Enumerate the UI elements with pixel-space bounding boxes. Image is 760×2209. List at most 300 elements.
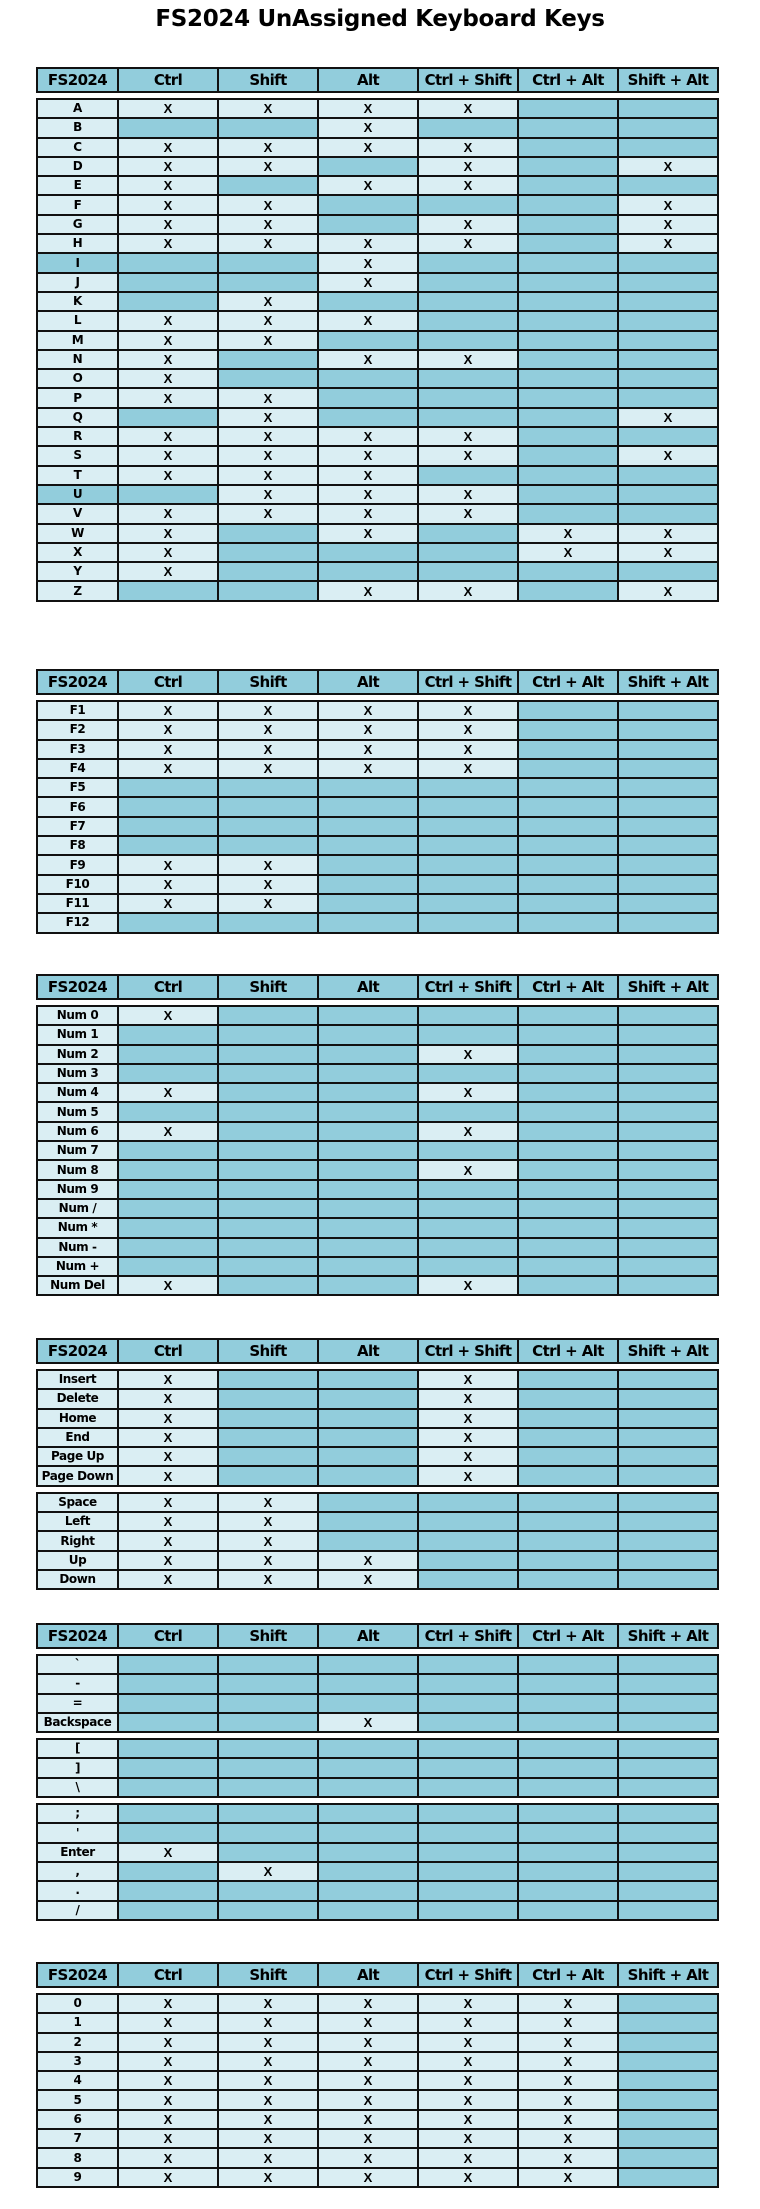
unavailable-cell (218, 524, 318, 543)
key-label: Insert (37, 1370, 118, 1389)
table-row (37, 1823, 718, 1842)
unavailable-cell (618, 1778, 718, 1797)
available-mark: X (218, 759, 318, 778)
available-mark: X (318, 118, 418, 137)
key-label: 2 (37, 2033, 118, 2052)
available-mark: X (118, 894, 218, 913)
unavailable-cell (418, 817, 518, 836)
unavailable-cell (218, 1006, 318, 1025)
table-row (37, 1064, 718, 1083)
available-mark: X (118, 2129, 218, 2148)
unavailable-cell (618, 1551, 718, 1570)
unavailable-cell (318, 875, 418, 894)
key-label: Space (37, 1493, 118, 1512)
header-row (37, 1624, 718, 1648)
unavailable-cell (318, 1804, 418, 1823)
column-header-shift: Shift (218, 1339, 318, 1363)
header-row-table (36, 1623, 719, 1649)
unavailable-cell (118, 1199, 218, 1218)
unavailable-cell (518, 466, 618, 485)
column-header-fs2024: FS2024 (37, 1963, 118, 1987)
column-header-ctrl-alt: Ctrl + Alt (518, 975, 618, 999)
key-label: Num 2 (37, 1045, 118, 1064)
available-mark: X (118, 2148, 218, 2167)
available-mark: X (218, 1994, 318, 2013)
available-mark: X (318, 2013, 418, 2032)
unavailable-cell (118, 1218, 218, 1237)
table-row (37, 1025, 718, 1044)
unavailable-cell (418, 524, 518, 543)
unavailable-cell (418, 1512, 518, 1531)
available-mark: X (318, 720, 418, 739)
unavailable-cell (318, 1823, 418, 1842)
key-label: ' (37, 1823, 118, 1842)
key-label: A (37, 99, 118, 118)
table-row (37, 875, 718, 894)
available-mark: X (418, 427, 518, 446)
key-label: Num 6 (37, 1122, 118, 1141)
unavailable-cell (518, 446, 618, 465)
available-mark: X (418, 2129, 518, 2148)
unavailable-cell (518, 1006, 618, 1025)
unavailable-cell (218, 1102, 318, 1121)
available-mark: X (218, 720, 318, 739)
available-mark: X (318, 350, 418, 369)
unavailable-cell (218, 1694, 318, 1713)
key-group (36, 98, 719, 602)
unavailable-cell (518, 292, 618, 311)
unavailable-cell (418, 1257, 518, 1276)
unavailable-cell (518, 1218, 618, 1237)
unavailable-cell (518, 1881, 618, 1900)
unavailable-cell (418, 1141, 518, 1160)
unavailable-cell (218, 543, 318, 562)
available-mark: X (318, 2129, 418, 2148)
column-header-ctrl-shift: Ctrl + Shift (418, 975, 518, 999)
available-mark: X (218, 311, 318, 330)
key-label: M (37, 331, 118, 350)
available-mark: X (318, 2148, 418, 2167)
available-mark: X (318, 2090, 418, 2109)
unavailable-cell (118, 1778, 218, 1797)
unavailable-cell (618, 1199, 718, 1218)
key-label: N (37, 350, 118, 369)
available-mark: X (118, 1466, 218, 1485)
unavailable-cell (618, 1141, 718, 1160)
table-row (37, 701, 718, 720)
key-label: = (37, 1694, 118, 1713)
available-mark: X (418, 581, 518, 600)
unavailable-cell (518, 369, 618, 388)
unavailable-cell (318, 1064, 418, 1083)
unavailable-cell (518, 1758, 618, 1777)
unavailable-cell (618, 1823, 718, 1842)
available-mark: X (118, 740, 218, 759)
unavailable-cell (518, 797, 618, 816)
unavailable-cell (118, 253, 218, 272)
unavailable-cell (318, 1006, 418, 1025)
key-label: Num + (37, 1257, 118, 1276)
table-row (37, 2071, 718, 2090)
table-row (37, 2168, 718, 2187)
available-mark: X (218, 1493, 318, 1512)
unavailable-cell (118, 1901, 218, 1920)
unavailable-cell (518, 234, 618, 253)
available-mark: X (218, 1512, 318, 1531)
key-label: Right (37, 1531, 118, 1550)
unavailable-cell (318, 1674, 418, 1693)
table-row (37, 99, 718, 118)
available-mark: X (418, 2052, 518, 2071)
unavailable-cell (418, 797, 518, 816)
unavailable-cell (518, 1447, 618, 1466)
unavailable-cell (518, 1823, 618, 1842)
unavailable-cell (218, 1064, 318, 1083)
unavailable-cell (618, 176, 718, 195)
available-mark: X (618, 195, 718, 214)
available-mark: X (318, 581, 418, 600)
available-mark: X (118, 1447, 218, 1466)
table-row (37, 1160, 718, 1179)
table-row (37, 581, 718, 600)
unavailable-cell (118, 1758, 218, 1777)
unavailable-cell (418, 1238, 518, 1257)
available-mark: X (318, 311, 418, 330)
unavailable-cell (218, 176, 318, 195)
table-row (37, 292, 718, 311)
table-row (37, 1531, 718, 1550)
table-row (37, 1180, 718, 1199)
key-label: F10 (37, 875, 118, 894)
key-label: F6 (37, 797, 118, 816)
unavailable-cell (618, 1758, 718, 1777)
unavailable-cell (218, 1655, 318, 1674)
unavailable-cell (618, 855, 718, 874)
available-mark: X (118, 1389, 218, 1408)
unavailable-cell (618, 1881, 718, 1900)
available-mark: X (318, 273, 418, 292)
unavailable-cell (618, 331, 718, 350)
unavailable-cell (318, 1141, 418, 1160)
available-mark: X (318, 2052, 418, 2071)
unavailable-cell (518, 875, 618, 894)
unavailable-cell (418, 118, 518, 137)
unavailable-cell (518, 253, 618, 272)
unavailable-cell (118, 1160, 218, 1179)
available-mark: X (218, 427, 318, 446)
key-label: H (37, 234, 118, 253)
key-label: Num 3 (37, 1064, 118, 1083)
column-header-alt: Alt (318, 975, 418, 999)
unavailable-cell (118, 1238, 218, 1257)
unavailable-cell (518, 350, 618, 369)
unavailable-cell (418, 331, 518, 350)
key-label: Down (37, 1570, 118, 1589)
key-label: . (37, 1881, 118, 1900)
available-mark: X (518, 2033, 618, 2052)
available-mark: X (318, 253, 418, 272)
key-label: S (37, 446, 118, 465)
unavailable-cell (618, 1674, 718, 1693)
column-header-fs2024: FS2024 (37, 1624, 118, 1648)
table-row (37, 176, 718, 195)
key-label: Num - (37, 1238, 118, 1257)
available-mark: X (318, 2110, 418, 2129)
key-label: [ (37, 1739, 118, 1758)
unavailable-cell (418, 855, 518, 874)
available-mark: X (118, 1493, 218, 1512)
key-label: Page Down (37, 1466, 118, 1485)
unavailable-cell (318, 1238, 418, 1257)
unavailable-cell (318, 1199, 418, 1218)
unavailable-cell (618, 1570, 718, 1589)
column-header-ctrl-shift: Ctrl + Shift (418, 670, 518, 694)
unavailable-cell (318, 894, 418, 913)
unavailable-cell (518, 99, 618, 118)
unavailable-cell (418, 1778, 518, 1797)
unavailable-cell (118, 1141, 218, 1160)
unavailable-cell (318, 1122, 418, 1141)
unavailable-cell (518, 1778, 618, 1797)
available-mark: X (318, 2033, 418, 2052)
unavailable-cell (418, 778, 518, 797)
table-row (37, 1370, 718, 1389)
unavailable-cell (418, 195, 518, 214)
column-header-ctrl-shift: Ctrl + Shift (418, 1339, 518, 1363)
available-mark: X (218, 875, 318, 894)
unavailable-cell (118, 797, 218, 816)
unavailable-cell (518, 1083, 618, 1102)
available-mark: X (418, 1370, 518, 1389)
unavailable-cell (318, 1025, 418, 1044)
available-mark: X (418, 1409, 518, 1428)
key-label: Page Up (37, 1447, 118, 1466)
table-row (37, 408, 718, 427)
unavailable-cell (618, 2168, 718, 2187)
key-label: F8 (37, 836, 118, 855)
unavailable-cell (518, 1531, 618, 1550)
available-mark: X (118, 1994, 218, 2013)
unavailable-cell (118, 836, 218, 855)
available-mark: X (618, 157, 718, 176)
table-row (37, 1758, 718, 1777)
available-mark: X (118, 1551, 218, 1570)
key-label: Num 9 (37, 1180, 118, 1199)
header-row (37, 670, 718, 694)
unavailable-cell (518, 894, 618, 913)
key-label: U (37, 485, 118, 504)
header-row-table (36, 1962, 719, 1988)
available-mark: X (118, 350, 218, 369)
key-label: 7 (37, 2129, 118, 2148)
table-row (37, 1122, 718, 1141)
available-mark: X (118, 1370, 218, 1389)
table-row (37, 1674, 718, 1693)
column-header-shift-alt: Shift + Alt (618, 670, 718, 694)
column-header-ctrl-shift: Ctrl + Shift (418, 68, 518, 92)
unavailable-cell (618, 2090, 718, 2109)
available-mark: X (318, 176, 418, 195)
column-header-ctrl-alt: Ctrl + Alt (518, 670, 618, 694)
unavailable-cell (318, 836, 418, 855)
unavailable-cell (618, 311, 718, 330)
table-row (37, 138, 718, 157)
key-label: 6 (37, 2110, 118, 2129)
key-label: V (37, 504, 118, 523)
table-row (37, 1199, 718, 1218)
unavailable-cell (218, 581, 318, 600)
unavailable-cell (318, 331, 418, 350)
available-mark: X (318, 504, 418, 523)
unavailable-cell (618, 1531, 718, 1550)
unavailable-cell (518, 331, 618, 350)
key-label: ; (37, 1804, 118, 1823)
unavailable-cell (218, 817, 318, 836)
column-header-fs2024: FS2024 (37, 1339, 118, 1363)
table-row (37, 543, 718, 562)
unavailable-cell (618, 1218, 718, 1237)
available-mark: X (118, 215, 218, 234)
unavailable-cell (218, 369, 318, 388)
unavailable-cell (618, 2129, 718, 2148)
key-label: 8 (37, 2148, 118, 2167)
unavailable-cell (618, 894, 718, 913)
available-mark: X (118, 855, 218, 874)
available-mark: X (618, 524, 718, 543)
available-mark: X (218, 504, 318, 523)
table-row (37, 1238, 718, 1257)
key-label: Home (37, 1409, 118, 1428)
table-row (37, 1276, 718, 1295)
unavailable-cell (618, 1083, 718, 1102)
key-label: R (37, 427, 118, 446)
table-row (37, 446, 718, 465)
column-header-fs2024: FS2024 (37, 975, 118, 999)
unavailable-cell (118, 485, 218, 504)
unavailable-cell (518, 1199, 618, 1218)
unavailable-cell (218, 1758, 318, 1777)
available-mark: X (418, 2148, 518, 2167)
available-mark: X (518, 2148, 618, 2167)
available-mark: X (118, 2168, 218, 2187)
key-label: Num 1 (37, 1025, 118, 1044)
column-header-ctrl-alt: Ctrl + Alt (518, 1624, 618, 1648)
unavailable-cell (518, 1713, 618, 1732)
unavailable-cell (218, 350, 318, 369)
unavailable-cell (518, 1428, 618, 1447)
key-label: F1 (37, 701, 118, 720)
table-row (37, 913, 718, 932)
available-mark: X (218, 2071, 318, 2090)
unavailable-cell (618, 1804, 718, 1823)
unavailable-cell (618, 2013, 718, 2032)
unavailable-cell (318, 1428, 418, 1447)
table-row (37, 1045, 718, 1064)
unavailable-cell (518, 855, 618, 874)
unavailable-cell (118, 778, 218, 797)
unavailable-cell (618, 1025, 718, 1044)
key-label: 4 (37, 2071, 118, 2090)
unavailable-cell (218, 797, 318, 816)
unavailable-cell (518, 485, 618, 504)
unavailable-cell (118, 1064, 218, 1083)
available-mark: X (418, 2110, 518, 2129)
header-row-table (36, 974, 719, 1000)
unavailable-cell (318, 1409, 418, 1428)
key-label: D (37, 157, 118, 176)
unavailable-cell (618, 273, 718, 292)
key-label: J (37, 273, 118, 292)
available-mark: X (218, 485, 318, 504)
unavailable-cell (218, 1881, 318, 1900)
available-mark: X (518, 524, 618, 543)
table-row (37, 836, 718, 855)
key-label: Num 8 (37, 1160, 118, 1179)
unavailable-cell (518, 1025, 618, 1044)
unavailable-cell (218, 1778, 318, 1797)
available-mark: X (118, 311, 218, 330)
unavailable-cell (318, 1370, 418, 1389)
available-mark: X (318, 2071, 418, 2090)
key-label: Delete (37, 1389, 118, 1408)
available-mark: X (418, 215, 518, 234)
unavailable-cell (318, 913, 418, 932)
available-mark: X (218, 157, 318, 176)
key-label: Left (37, 1512, 118, 1531)
table-row (37, 1901, 718, 1920)
unavailable-cell (218, 1370, 318, 1389)
unavailable-cell (418, 1901, 518, 1920)
unavailable-cell (218, 1045, 318, 1064)
available-mark: X (118, 2033, 218, 2052)
unavailable-cell (618, 2071, 718, 2090)
available-mark: X (118, 388, 218, 407)
section-navigation (36, 1338, 717, 1590)
unavailable-cell (618, 720, 718, 739)
header-row-table (36, 1338, 719, 1364)
table-row (37, 215, 718, 234)
unavailable-cell (218, 1713, 318, 1732)
key-group (36, 1369, 719, 1487)
header-row-table (36, 67, 719, 93)
column-header-fs2024: FS2024 (37, 670, 118, 694)
table-row (37, 331, 718, 350)
key-label: F3 (37, 740, 118, 759)
unavailable-cell (218, 1428, 318, 1447)
unavailable-cell (318, 1102, 418, 1121)
unavailable-cell (418, 875, 518, 894)
unavailable-cell (218, 1180, 318, 1199)
unavailable-cell (518, 1370, 618, 1389)
key-label: E (37, 176, 118, 195)
unavailable-cell (618, 913, 718, 932)
table-row (37, 1102, 718, 1121)
unavailable-cell (318, 1739, 418, 1758)
unavailable-cell (118, 1804, 218, 1823)
unavailable-cell (518, 118, 618, 137)
table-row (37, 2129, 718, 2148)
section-numpad (36, 974, 717, 1296)
unavailable-cell (318, 1843, 418, 1862)
available-mark: X (418, 1122, 518, 1141)
unavailable-cell (118, 1739, 218, 1758)
unavailable-cell (318, 1218, 418, 1237)
column-header-fs2024: FS2024 (37, 68, 118, 92)
unavailable-cell (118, 1674, 218, 1693)
unavailable-cell (618, 504, 718, 523)
table-row (37, 1862, 718, 1881)
column-header-shift: Shift (218, 975, 318, 999)
